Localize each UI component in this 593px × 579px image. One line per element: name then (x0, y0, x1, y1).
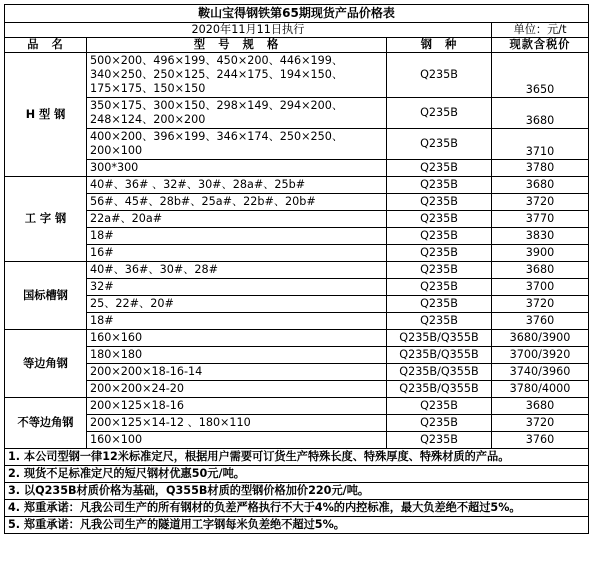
table-row (5, 330, 589, 347)
grade-cell: Q235B (387, 98, 492, 129)
grade-cell: Q235B/Q355B (387, 330, 492, 347)
product-group-name: 工 字 钢 (5, 177, 87, 262)
price-cell: 3720 (492, 194, 589, 211)
table-row (5, 398, 589, 415)
spec-cell: 500×200、496×199、450×200、446×199、340×250、250×125、244×175、194×150、175×175、150×150 (87, 53, 387, 98)
price-cell: 3680 (492, 98, 589, 129)
grade-cell: Q235B (387, 432, 492, 449)
table-row (5, 53, 589, 98)
spec-cell: 56#、45#、28b#、25a#、22b#、20b# (87, 194, 387, 211)
product-group-name: 国标槽钢 (5, 262, 87, 330)
price-cell: 3830 (492, 228, 589, 245)
grade-cell: Q235B (387, 160, 492, 177)
spec-cell: 200×125×14-12 、180×110 (87, 415, 387, 432)
spec-cell: 18# (87, 228, 387, 245)
note-row (5, 517, 589, 534)
grade-cell: Q235B (387, 129, 492, 160)
header-price: 现款含税价 (492, 38, 589, 53)
note-text: 3. 以Q235B材质价格为基础，Q355B材质的型钢价格加价220元/吨。 (5, 483, 589, 500)
spec-cell: 40#、36#、30#、28# (87, 262, 387, 279)
price-table (4, 4, 589, 534)
spec-cell: 40#、36# 、32#、30#、28a#、25b# (87, 177, 387, 194)
grade-cell: Q235B (387, 211, 492, 228)
grade-cell: Q235B/Q355B (387, 364, 492, 381)
product-group-name: 等边角钢 (5, 330, 87, 398)
price-cell: 3680/3900 (492, 330, 589, 347)
spec-cell: 160×100 (87, 432, 387, 449)
price-cell: 3740/3960 (492, 364, 589, 381)
table-row (5, 211, 589, 228)
spec-cell: 160×160 (87, 330, 387, 347)
grade-cell: Q235B (387, 415, 492, 432)
table-row (5, 98, 589, 129)
note-text: 4. 郑重承诺：凡我公司生产的所有钢材的负差严格执行不大于4%的内控标准，最大负差绝不超过5%。 (5, 500, 589, 517)
spec-cell: 350×175、300×150、298×149、294×200、248×124、200×200 (87, 98, 387, 129)
price-cell: 3780 (492, 160, 589, 177)
grade-cell: Q235B/Q355B (387, 381, 492, 398)
grade-cell: Q235B/Q355B (387, 347, 492, 364)
product-group-name: 不等边角钢 (5, 398, 87, 449)
price-cell: 3700/3920 (492, 347, 589, 364)
product-group-name: H 型 钢 (5, 53, 87, 177)
table-row (5, 364, 589, 381)
spec-cell: 25、22#、20# (87, 296, 387, 313)
note-row (5, 483, 589, 500)
grade-cell: Q235B (387, 177, 492, 194)
sheet-title: 鞍山宝得钢铁第65期现货产品价格表 (5, 5, 589, 23)
grade-cell: Q235B (387, 228, 492, 245)
table-row (5, 415, 589, 432)
price-sheet (4, 4, 588, 534)
spec-cell: 180×180 (87, 347, 387, 364)
price-cell: 3780/4000 (492, 381, 589, 398)
price-cell: 3700 (492, 279, 589, 296)
table-row (5, 129, 589, 160)
header-spec: 型 号 规 格 (87, 38, 387, 53)
grade-cell: Q235B (387, 53, 492, 98)
table-row (5, 245, 589, 262)
table-row (5, 381, 589, 398)
header-product: 品 名 (5, 38, 87, 53)
grade-cell: Q235B (387, 313, 492, 330)
grade-cell: Q235B (387, 296, 492, 313)
note-row (5, 466, 589, 483)
spec-cell: 18# (87, 313, 387, 330)
table-row (5, 194, 589, 211)
spec-cell: 200×125×18-16 (87, 398, 387, 415)
note-text: 1. 本公司型钢一律12米标准定尺，根据用户需要可订货生产特殊长度、特殊厚度、特殊材质的产品。 (5, 449, 589, 466)
table-row (5, 279, 589, 296)
unit-label: 单位：元/t (492, 23, 589, 38)
table-row (5, 160, 589, 177)
header-grade: 钢 种 (387, 38, 492, 53)
price-cell: 3760 (492, 313, 589, 330)
price-cell: 3900 (492, 245, 589, 262)
price-cell: 3650 (492, 53, 589, 98)
note-row (5, 500, 589, 517)
spec-cell: 300*300 (87, 160, 387, 177)
note-text: 5. 郑重承诺：凡我公司生产的隧道用工字钢每米负差绝不超过5%。 (5, 517, 589, 534)
price-cell: 3680 (492, 262, 589, 279)
spec-cell: 200×200×24-20 (87, 381, 387, 398)
spec-cell: 400×200、396×199、346×174、250×250、200×100 (87, 129, 387, 160)
price-cell: 3680 (492, 177, 589, 194)
table-row (5, 177, 589, 194)
table-row (5, 228, 589, 245)
price-cell: 3680 (492, 398, 589, 415)
price-cell: 3770 (492, 211, 589, 228)
grade-cell: Q235B (387, 398, 492, 415)
spec-cell: 200×200×18-16-14 (87, 364, 387, 381)
table-row (5, 432, 589, 449)
spec-cell: 22a#、20a# (87, 211, 387, 228)
table-row (5, 262, 589, 279)
table-row (5, 296, 589, 313)
grade-cell: Q235B (387, 262, 492, 279)
grade-cell: Q235B (387, 245, 492, 262)
spec-cell: 16# (87, 245, 387, 262)
price-cell: 3720 (492, 296, 589, 313)
note-text: 2. 现货不足标准定尺的短尺钢材优惠50元/吨。 (5, 466, 589, 483)
grade-cell: Q235B (387, 194, 492, 211)
price-cell: 3720 (492, 415, 589, 432)
note-row (5, 449, 589, 466)
effective-date: 2020年11月11日执行 (5, 23, 492, 38)
grade-cell: Q235B (387, 279, 492, 296)
table-row (5, 313, 589, 330)
table-row (5, 347, 589, 364)
price-cell: 3760 (492, 432, 589, 449)
price-cell: 3710 (492, 129, 589, 160)
spec-cell: 32# (87, 279, 387, 296)
